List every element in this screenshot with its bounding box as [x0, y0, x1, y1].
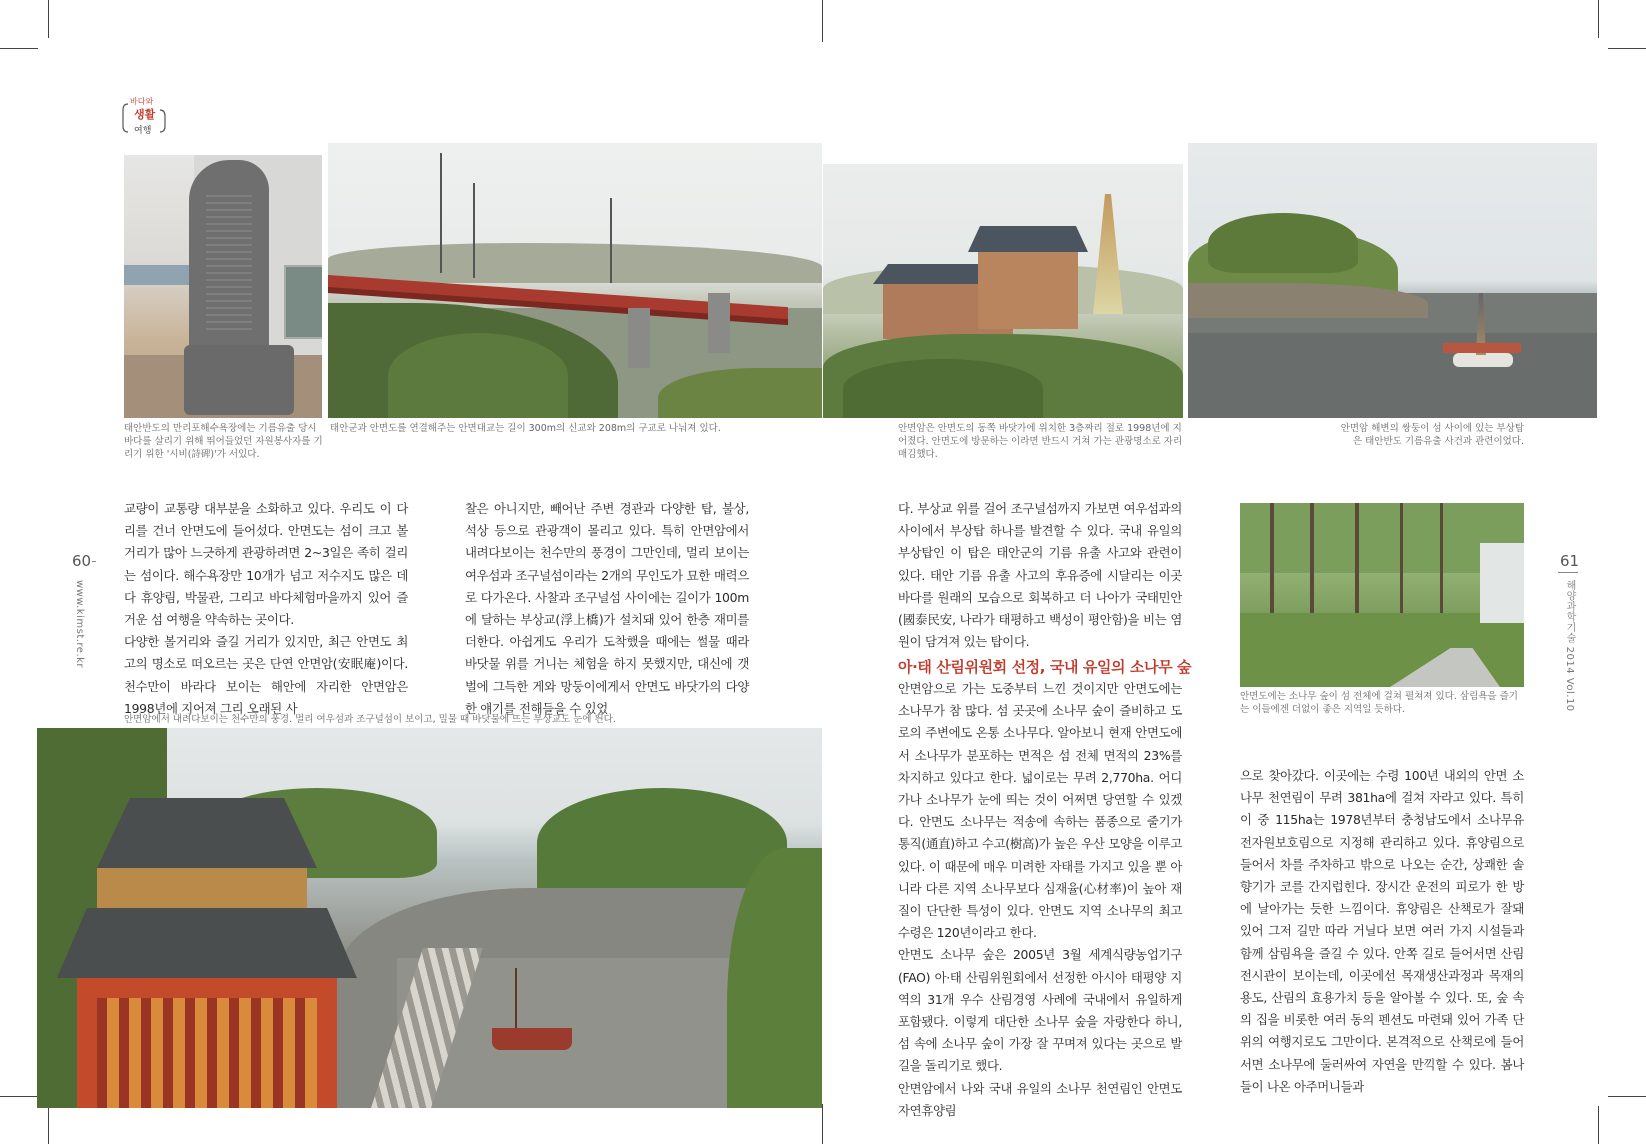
caption-monument: 태안반도의 만리포해수욕장에는 기름유출 당시 바다를 살리기 위해 뛰어들었던 자원봉사자를 기리기 위한 '시비(詩碑)'가 서있다. [124, 423, 323, 460]
body-column-2 [465, 498, 749, 720]
page-number-right: 61 [1560, 552, 1580, 570]
body-column-1 [124, 498, 408, 720]
crop-mark [822, 0, 823, 42]
photo-forest [1240, 503, 1524, 687]
caption-pagoda: 안면암 해변의 쌍둥이 섬 사이에 있는 부상탑은 태안반도 기름유출 사건과 관련이었다. [1340, 423, 1524, 447]
magazine-title: 해양과학기술 2014 Vol.10 [1564, 580, 1575, 712]
paragraph: 다양한 볼거리와 즐길 거리가 있지만, 최근 안면도 최고의 명소로 떠오르는 곳은 단연 안면암(安眠庵)이다. 천수만이 바라다 보이는 해안에 자리한 안면암은 1998년에 지어져 그리 오래된 사 [124, 634, 408, 716]
paragraph: 찰은 아니지만, 빼어난 주변 경관과 다양한 탑, 불상, 석상 등으로 관광객이 몰리고 있다. 특히 안면암에서 내려다보이는 천수만의 풍경이 그만인데, 멀리 보이는 여우섬과 조구널섬이라는 2개의 무인도가 묘한 매력으로 다가온다. 사찰과 조구널섬 사이에는 길이가 100m에 달하는 부상교(浮上橋)가 설치돼 있어 한층 재미를 더한다. 아쉽게도 우리가 도착했을 때에는 썰물 때라 바닷물 위를 거니는 체험을 하지 못했지만, 대신에 갯벌에 그득한 게와 망둥이에게서 안면도 바닷가의 다양한 얘기를 전해들을 수 있었 [465, 501, 749, 716]
crop-mark [1608, 1096, 1646, 1097]
caption-bridge: 태안군과 안면도를 연결해주는 안면대교는 길이 300m의 신교와 208m의 구교로 나눠져 있다. [330, 423, 721, 434]
paragraph: 안면암으로 가는 도중부터 느낀 것이지만 안면도에는 소나무가 참 많다. 섬 곳곳에 소나무 숲이 즐비하고 도로의 주변에도 온통 소나무다. 알아보니 현재 안면도에서 소나무가 분포하는 면적은 섬 전체 면적의 23%를 차지하고 있다고 한다. 넓이로는 무려 2,770ha. 어디 가나 소나무가 눈에 띄는 것이 어쩌면 당연할 수 있겠다. 안면도 소나무는 적송에 속하는 품종으로 줄기가 통직(通直)하고 수고(樹高)가 높은 우산 모양을 이루고 있다. 이 때문에 매우 미려한 자태를 가지고 있을 뿐 아니라 다른 지역 소나무보다 심재율(心材率)이 높아 재질이 단단한 특성이 있다. 안면도 지역 소나무의 최고 수령은 120년이라고 한다. [898, 681, 1182, 941]
website-url: www.kimst.re.kr [74, 580, 85, 669]
crop-mark [822, 1104, 823, 1144]
paragraph: 다. 부상교 위를 걸어 조구널섬까지 가보면 여우섬과의 사이에서 부상탑 하나를 발견할 수 있다. 국내 유일의 부상탑인 이 탑은 태안군의 기름 유출 사고와 관련이 있다. 태안 기름 유출 사고의 후유증에 시달리는 이곳 바다를 원래의 모습으로 회복하고 더 나아가 국태민안(國泰民安, 나라가 태평하고 백성이 평안함)을 비는 염원이 담겨져 있는 탑이다. [898, 501, 1182, 650]
badge-line3: 여행 [134, 126, 152, 136]
photo-monument [124, 155, 322, 418]
paragraph: 교량이 교통량 대부분을 소화하고 있다. 우리도 이 다리를 건너 안면도에 들어섰다. 안면도는 섬이 크고 볼거리가 많아 느긋하게 관광하려면 2~3일은 족히 걸리는 섬이다. 해수욕장만 10개가 넘고 저수지도 많은 데다 휴양림, 박물관, 그리고 바다체험마을까지 있어 즐거운 섬 여행을 약속하는 곳이다. [124, 501, 408, 628]
page-number-left: 60 [72, 552, 92, 570]
section-badge [122, 96, 166, 138]
crop-mark [1598, 0, 1599, 38]
page-number-rule [1558, 572, 1578, 573]
paragraph: 안면도 소나무 숲은 2005년 3월 세계식량농업기구(FAO) 아·태 산림위원회에서 선정한 아시아 태평양 지역의 31개 우수 산림경영 사례에 국내에서 유일하게 포함됐다. 이렇게 대단한 소나무 숲을 자랑한다 하니, 섬 속에 소나무 숲이 가장 잘 꾸며져 있다는 곳으로 발길을 돌리기로 했다. [898, 947, 1182, 1074]
photo-temple [823, 164, 1183, 418]
section-heading: 아·태 산림위원회 선정, 국내 유일의 소나무 숲 [898, 658, 1192, 676]
crop-mark [48, 1106, 49, 1144]
crop-mark [1598, 1106, 1599, 1144]
badge-line2: 생활 [134, 108, 156, 121]
photo-bridge [328, 143, 822, 418]
page-number-rule [92, 561, 96, 562]
crop-mark [1608, 48, 1646, 49]
crop-mark [0, 48, 38, 49]
photo-bigview [37, 728, 822, 1108]
caption-forest: 안면도에는 소나무 숲이 섬 전체에 걸쳐 펼쳐져 있다. 삼림욕을 즐기는 이들에겐 더없이 좋은 지역일 듯하다. [1240, 691, 1518, 715]
paragraph: 으로 찾아갔다. 이곳에는 수령 100년 내외의 안면 소나무 천연림이 무려 381ha에 걸쳐 자라고 있다. 특히 이 중 115ha는 1978년부터 충청남도에서 소나무유전자원보호림으로 지정해 관리하고 있다. 휴양림으로 들어서 차를 주차하고 밖으로 나오는 순간, 상쾌한 솔향기가 코를 간지럽힌다. 장시간 운전의 피로가 한 방에 날아가는 듯한 느낌이다. 휴양림은 산책로가 잘돼 있어 그저 길만 따라 거닐다 보면 여러 가지 시설들과 함께 삼림욕을 즐길 수 있다. 안쪽 길로 들어서면 산림전시관이 보이는데, 이곳에선 목재생산과정과 목재의 용도, 산림의 효용가치 등을 알아볼 수 있다. 또, 숲 속의 집을 비롯한 여러 동의 펜션도 마련돼 있어 가족 단위의 여행지로도 그만이다. 본격적으로 산책로에 들어서면 소나무에 둘러싸여 자연을 만끽할 수 있다. 봄나들이 나온 아주머니들과 [1240, 768, 1524, 1094]
crop-mark [0, 1096, 38, 1097]
body-column-3-top [898, 498, 1182, 653]
badge-line1: 바다와 [130, 97, 154, 106]
body-column-3-bottom [898, 678, 1182, 1122]
body-column-4 [1240, 765, 1524, 1098]
caption-temple: 안면암은 안면도의 동쪽 바닷가에 위치한 3층짜리 절로 1998년에 지어졌다. 안면도에 방문하는 이라면 반드시 거쳐 가는 관광명소로 자리매김했다. [898, 423, 1183, 460]
paragraph: 안면암에서 나와 국내 유일의 소나무 천연림인 안면도자연휴양림 [898, 1080, 1182, 1118]
caption-bigview: 안면암에서 내려다보이는 천수만의 풍경. 멀리 여우섬과 조구널섬이 보이고, 밀물 때 바닷물에 뜨는 부상교도 눈에 띈다. [124, 714, 616, 725]
photo-pagoda [1188, 143, 1597, 418]
crop-mark [48, 0, 49, 38]
